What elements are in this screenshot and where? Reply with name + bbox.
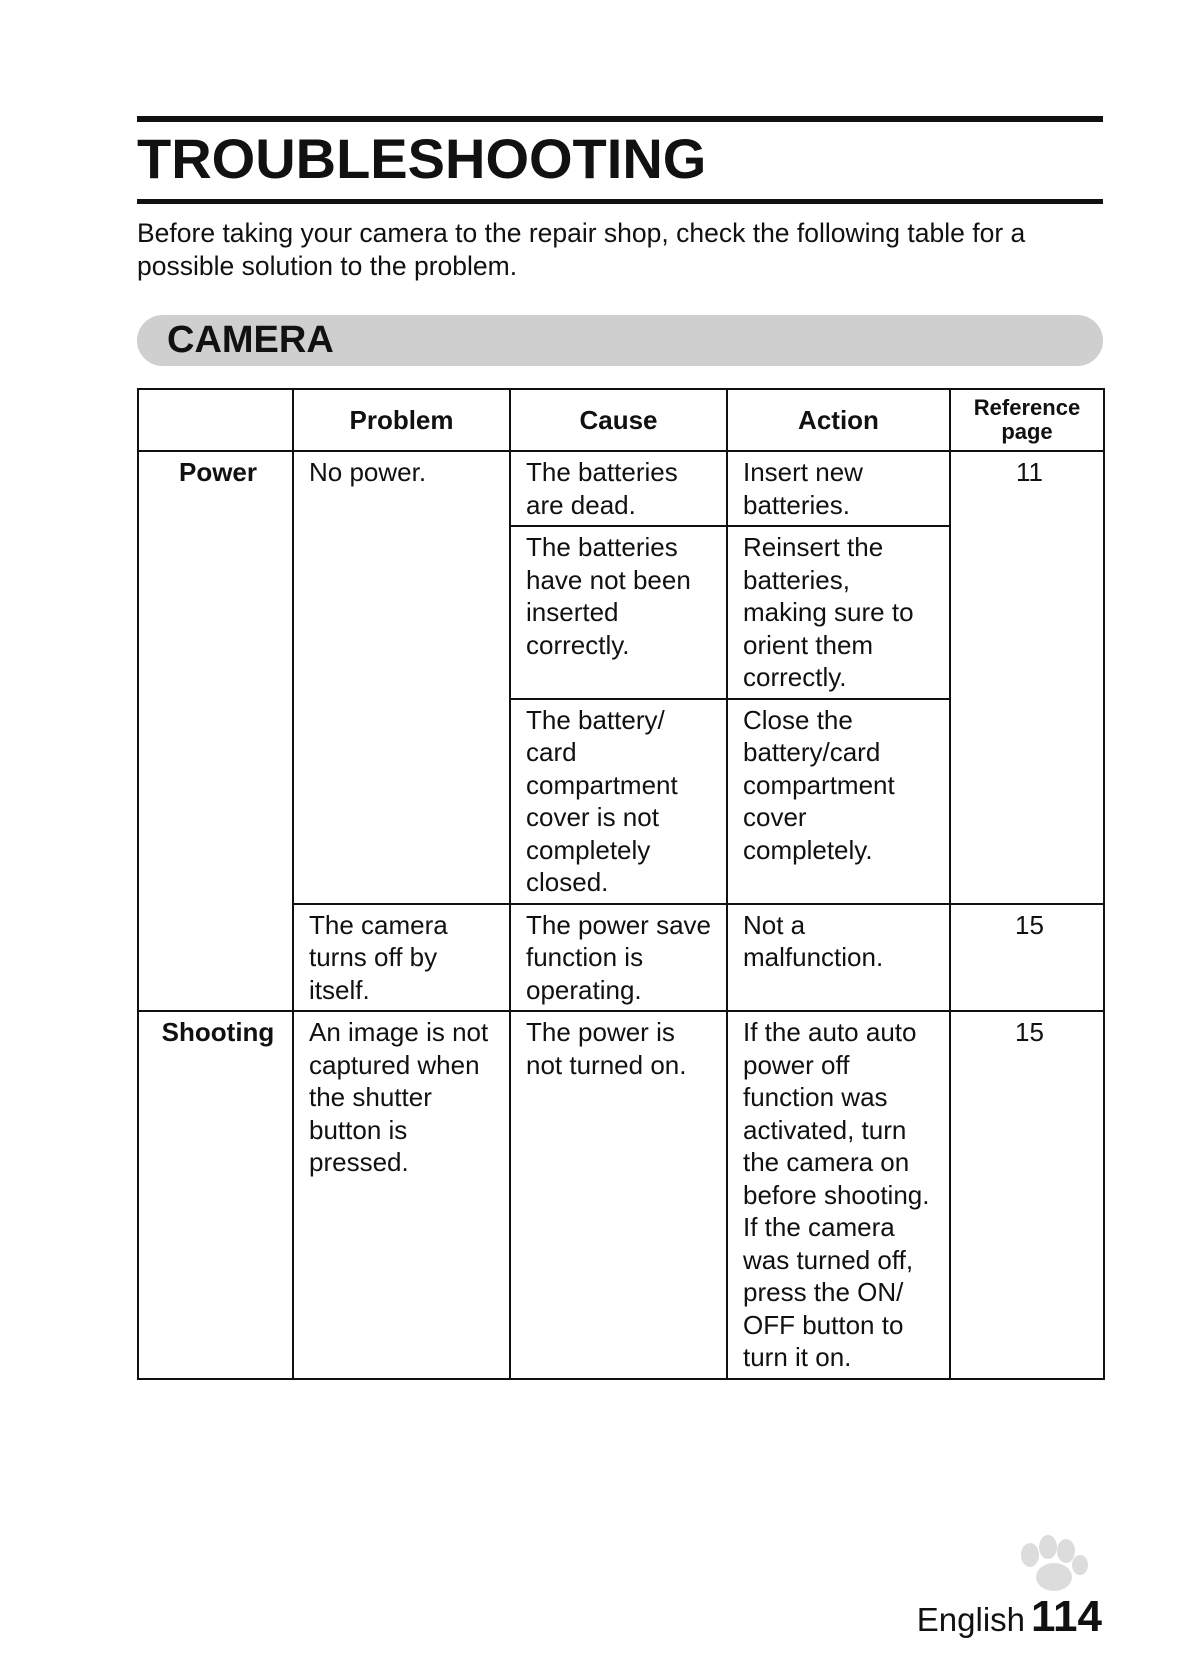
cause-cell: The batteries are dead.: [510, 451, 727, 526]
action-text: If the camera was turned off, press the ON/ OFF button to turn it on.: [743, 1212, 914, 1372]
action-text: If the auto auto power off function was activated, turn the camera on before shooting.: [743, 1017, 930, 1210]
category-shooting: Shooting: [138, 1011, 293, 1379]
page-footer: [917, 1592, 1102, 1642]
section-title: CAMERA: [167, 319, 334, 361]
action-cell: Insert new batteries.: [727, 451, 950, 526]
header-problem: Problem: [293, 389, 510, 451]
action-cell: Reinsert the batteries, making sure to orient them correctly.: [727, 526, 950, 699]
category-power: Power: [138, 451, 293, 1011]
page-number: 114: [1031, 1592, 1102, 1641]
section-header: [137, 315, 1103, 366]
reference-page-cell: 15: [950, 1011, 1104, 1379]
title-rule-bottom: [137, 199, 1103, 204]
cause-cell: The power save function is operating.: [510, 904, 727, 1012]
troubleshooting-table: [137, 388, 1105, 1380]
paw-icon: [1021, 1535, 1088, 1591]
action-cell: Not a malfunction.: [727, 904, 950, 1012]
problem-cell: An image is not captured when the shutter button is pressed.: [293, 1011, 510, 1379]
header-category: [138, 389, 293, 451]
problem-cell: No power.: [293, 451, 510, 904]
table-row: [138, 451, 1104, 526]
cause-cell: The power is not turned on.: [510, 1011, 727, 1379]
intro-text: Before taking your camera to the repair shop, check the following table for a possible solution to the problem.: [137, 218, 1026, 281]
page-title: TROUBLESHOOTING: [137, 127, 707, 190]
reference-page-cell: 11: [950, 451, 1104, 904]
action-cell: [727, 1011, 950, 1379]
reference-page-cell: 15: [950, 904, 1104, 1012]
header-action: Action: [727, 389, 950, 451]
cause-cell: The battery/ card compartment cover is not completely closed.: [510, 699, 727, 904]
footer-language: English: [916, 1601, 1026, 1638]
header-reference-page: Reference page: [950, 389, 1104, 451]
header-cause: Cause: [510, 389, 727, 451]
cause-cell: The batteries have not been inserted correctly.: [510, 526, 727, 699]
action-cell: Close the battery/card compartment cover completely.: [727, 699, 950, 904]
problem-cell: The camera turns off by itself.: [293, 904, 510, 1012]
table-header-row: [138, 389, 1104, 451]
table-row: [138, 1011, 1104, 1379]
